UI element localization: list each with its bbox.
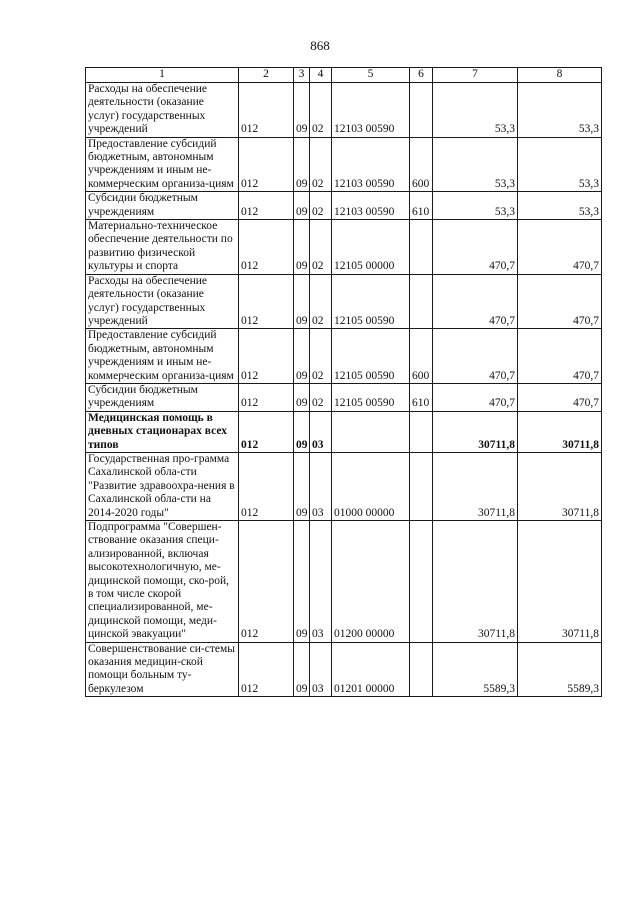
row-pr-cell: 03	[310, 452, 332, 520]
row-name-cell: Государственная про-грамма Сахалинской обла-сти "Развитие здравоохра-нения в Сахалинской обла-сти на 2014-2020 годы"	[86, 452, 239, 520]
row-ved-cell: 012	[239, 83, 294, 138]
row-pr-cell: 03	[310, 521, 332, 643]
row-csr-cell: 12103 00590	[332, 192, 410, 220]
row-pr-cell: 02	[310, 220, 332, 275]
page-number: 868	[310, 38, 330, 53]
row-vr-cell	[410, 452, 433, 520]
budget-table-body	[86, 68, 602, 697]
row-csr-cell: 12105 00590	[332, 274, 410, 329]
row-name-cell: Субсидии бюджетным учреждениям	[86, 192, 239, 220]
row-vr-cell	[410, 521, 433, 643]
row-ved-cell: 012	[239, 274, 294, 329]
row-pr-cell: 02	[310, 329, 332, 384]
row-csr-cell: 12105 00590	[332, 383, 410, 411]
row-ved-cell: 012	[239, 521, 294, 643]
row-sum1-cell: 470,7	[433, 220, 518, 275]
row-rz-cell: 09	[294, 642, 310, 697]
row-vr-cell	[410, 411, 433, 452]
row-vr-cell	[410, 83, 433, 138]
table-row	[86, 137, 602, 192]
row-ved-cell: 012	[239, 137, 294, 192]
row-name-cell: Медицинская помощь в дневных стационарах всех типов	[86, 411, 239, 452]
row-name-cell: Расходы на обеспечение деятельности (оказание услуг) государственных учреждений	[86, 83, 239, 138]
row-csr-cell: 12103 00590	[332, 137, 410, 192]
table-row	[86, 220, 602, 275]
row-sum1-cell: 30711,8	[433, 411, 518, 452]
row-pr-cell: 02	[310, 83, 332, 138]
row-rz-cell: 09	[294, 220, 310, 275]
row-vr-cell: 600	[410, 329, 433, 384]
row-vr-cell: 610	[410, 383, 433, 411]
row-pr-cell: 03	[310, 642, 332, 697]
row-sum2-cell: 30711,8	[518, 411, 602, 452]
row-name-cell: Материально-техническое обеспечение деятельности по развитию физической культуры и спорта	[86, 220, 239, 275]
row-csr-cell: 12103 00590	[332, 83, 410, 138]
row-pr-cell: 02	[310, 383, 332, 411]
row-sum2-cell: 53,3	[518, 137, 602, 192]
row-rz-cell: 09	[294, 521, 310, 643]
column-header: 6	[410, 68, 433, 83]
row-sum1-cell: 53,3	[433, 137, 518, 192]
row-sum2-cell: 30711,8	[518, 521, 602, 643]
table-row	[86, 83, 602, 138]
row-sum1-cell: 53,3	[433, 192, 518, 220]
column-header: 2	[239, 68, 294, 83]
column-header: 5	[332, 68, 410, 83]
budget-table	[85, 67, 602, 697]
row-rz-cell: 09	[294, 192, 310, 220]
row-sum2-cell: 53,3	[518, 192, 602, 220]
row-name-cell: Совершенствование си-стемы оказания медицин-ской помощи больным ту-беркулезом	[86, 642, 239, 697]
row-sum1-cell: 470,7	[433, 329, 518, 384]
row-sum2-cell: 30711,8	[518, 452, 602, 520]
row-csr-cell: 01200 00000	[332, 521, 410, 643]
table-row	[86, 411, 602, 452]
column-header: 4	[310, 68, 332, 83]
row-vr-cell	[410, 642, 433, 697]
row-ved-cell: 012	[239, 220, 294, 275]
row-sum1-cell: 30711,8	[433, 452, 518, 520]
row-sum2-cell: 470,7	[518, 329, 602, 384]
row-pr-cell: 02	[310, 192, 332, 220]
row-ved-cell: 012	[239, 329, 294, 384]
row-sum1-cell: 53,3	[433, 83, 518, 138]
row-name-cell: Предоставление субсидий бюджетным, автономным учреждениям и иным не-коммерческим организа-циям	[86, 137, 239, 192]
row-vr-cell	[410, 274, 433, 329]
table-row	[86, 383, 602, 411]
row-sum2-cell: 5589,3	[518, 642, 602, 697]
row-csr-cell: 01201 00000	[332, 642, 410, 697]
row-pr-cell: 03	[310, 411, 332, 452]
row-rz-cell: 09	[294, 83, 310, 138]
row-name-cell: Субсидии бюджетным учреждениям	[86, 383, 239, 411]
row-rz-cell: 09	[294, 329, 310, 384]
row-csr-cell: 01000 00000	[332, 452, 410, 520]
row-rz-cell: 09	[294, 411, 310, 452]
row-rz-cell: 09	[294, 383, 310, 411]
column-header: 7	[433, 68, 518, 83]
row-sum1-cell: 470,7	[433, 274, 518, 329]
row-sum2-cell: 53,3	[518, 83, 602, 138]
table-row	[86, 452, 602, 520]
row-csr-cell	[332, 411, 410, 452]
row-vr-cell	[410, 220, 433, 275]
row-vr-cell: 600	[410, 137, 433, 192]
row-csr-cell: 12105 00590	[332, 329, 410, 384]
row-ved-cell: 012	[239, 411, 294, 452]
row-sum1-cell: 5589,3	[433, 642, 518, 697]
row-name-cell: Подпрограмма "Совершен-ствование оказания специ-ализированной, включая высокотехнологичную, ме-дицинской помощи, ско-рой, в том числе скорой специализированной, ме-дицинской помощи, меди-цинской эвакуации"	[86, 521, 239, 643]
row-vr-cell: 610	[410, 192, 433, 220]
table-row	[86, 274, 602, 329]
row-sum2-cell: 470,7	[518, 383, 602, 411]
table-header-row	[86, 68, 602, 83]
row-pr-cell: 02	[310, 137, 332, 192]
row-sum1-cell: 470,7	[433, 383, 518, 411]
row-name-cell: Расходы на обеспечение деятельности (оказание услуг) государственных учреждений	[86, 274, 239, 329]
row-rz-cell: 09	[294, 452, 310, 520]
row-csr-cell: 12105 00000	[332, 220, 410, 275]
table-row	[86, 192, 602, 220]
column-header: 3	[294, 68, 310, 83]
row-rz-cell: 09	[294, 274, 310, 329]
row-ved-cell: 012	[239, 642, 294, 697]
table-row	[86, 329, 602, 384]
row-sum2-cell: 470,7	[518, 220, 602, 275]
table-row	[86, 642, 602, 697]
row-sum2-cell: 470,7	[518, 274, 602, 329]
row-ved-cell: 012	[239, 383, 294, 411]
row-sum1-cell: 30711,8	[433, 521, 518, 643]
table-row	[86, 521, 602, 643]
row-ved-cell: 012	[239, 192, 294, 220]
column-header: 1	[86, 68, 239, 83]
row-rz-cell: 09	[294, 137, 310, 192]
column-header: 8	[518, 68, 602, 83]
row-pr-cell: 02	[310, 274, 332, 329]
row-name-cell: Предоставление субсидий бюджетным, автономным учреждениям и иным не-коммерческим организа-циям	[86, 329, 239, 384]
row-ved-cell: 012	[239, 452, 294, 520]
